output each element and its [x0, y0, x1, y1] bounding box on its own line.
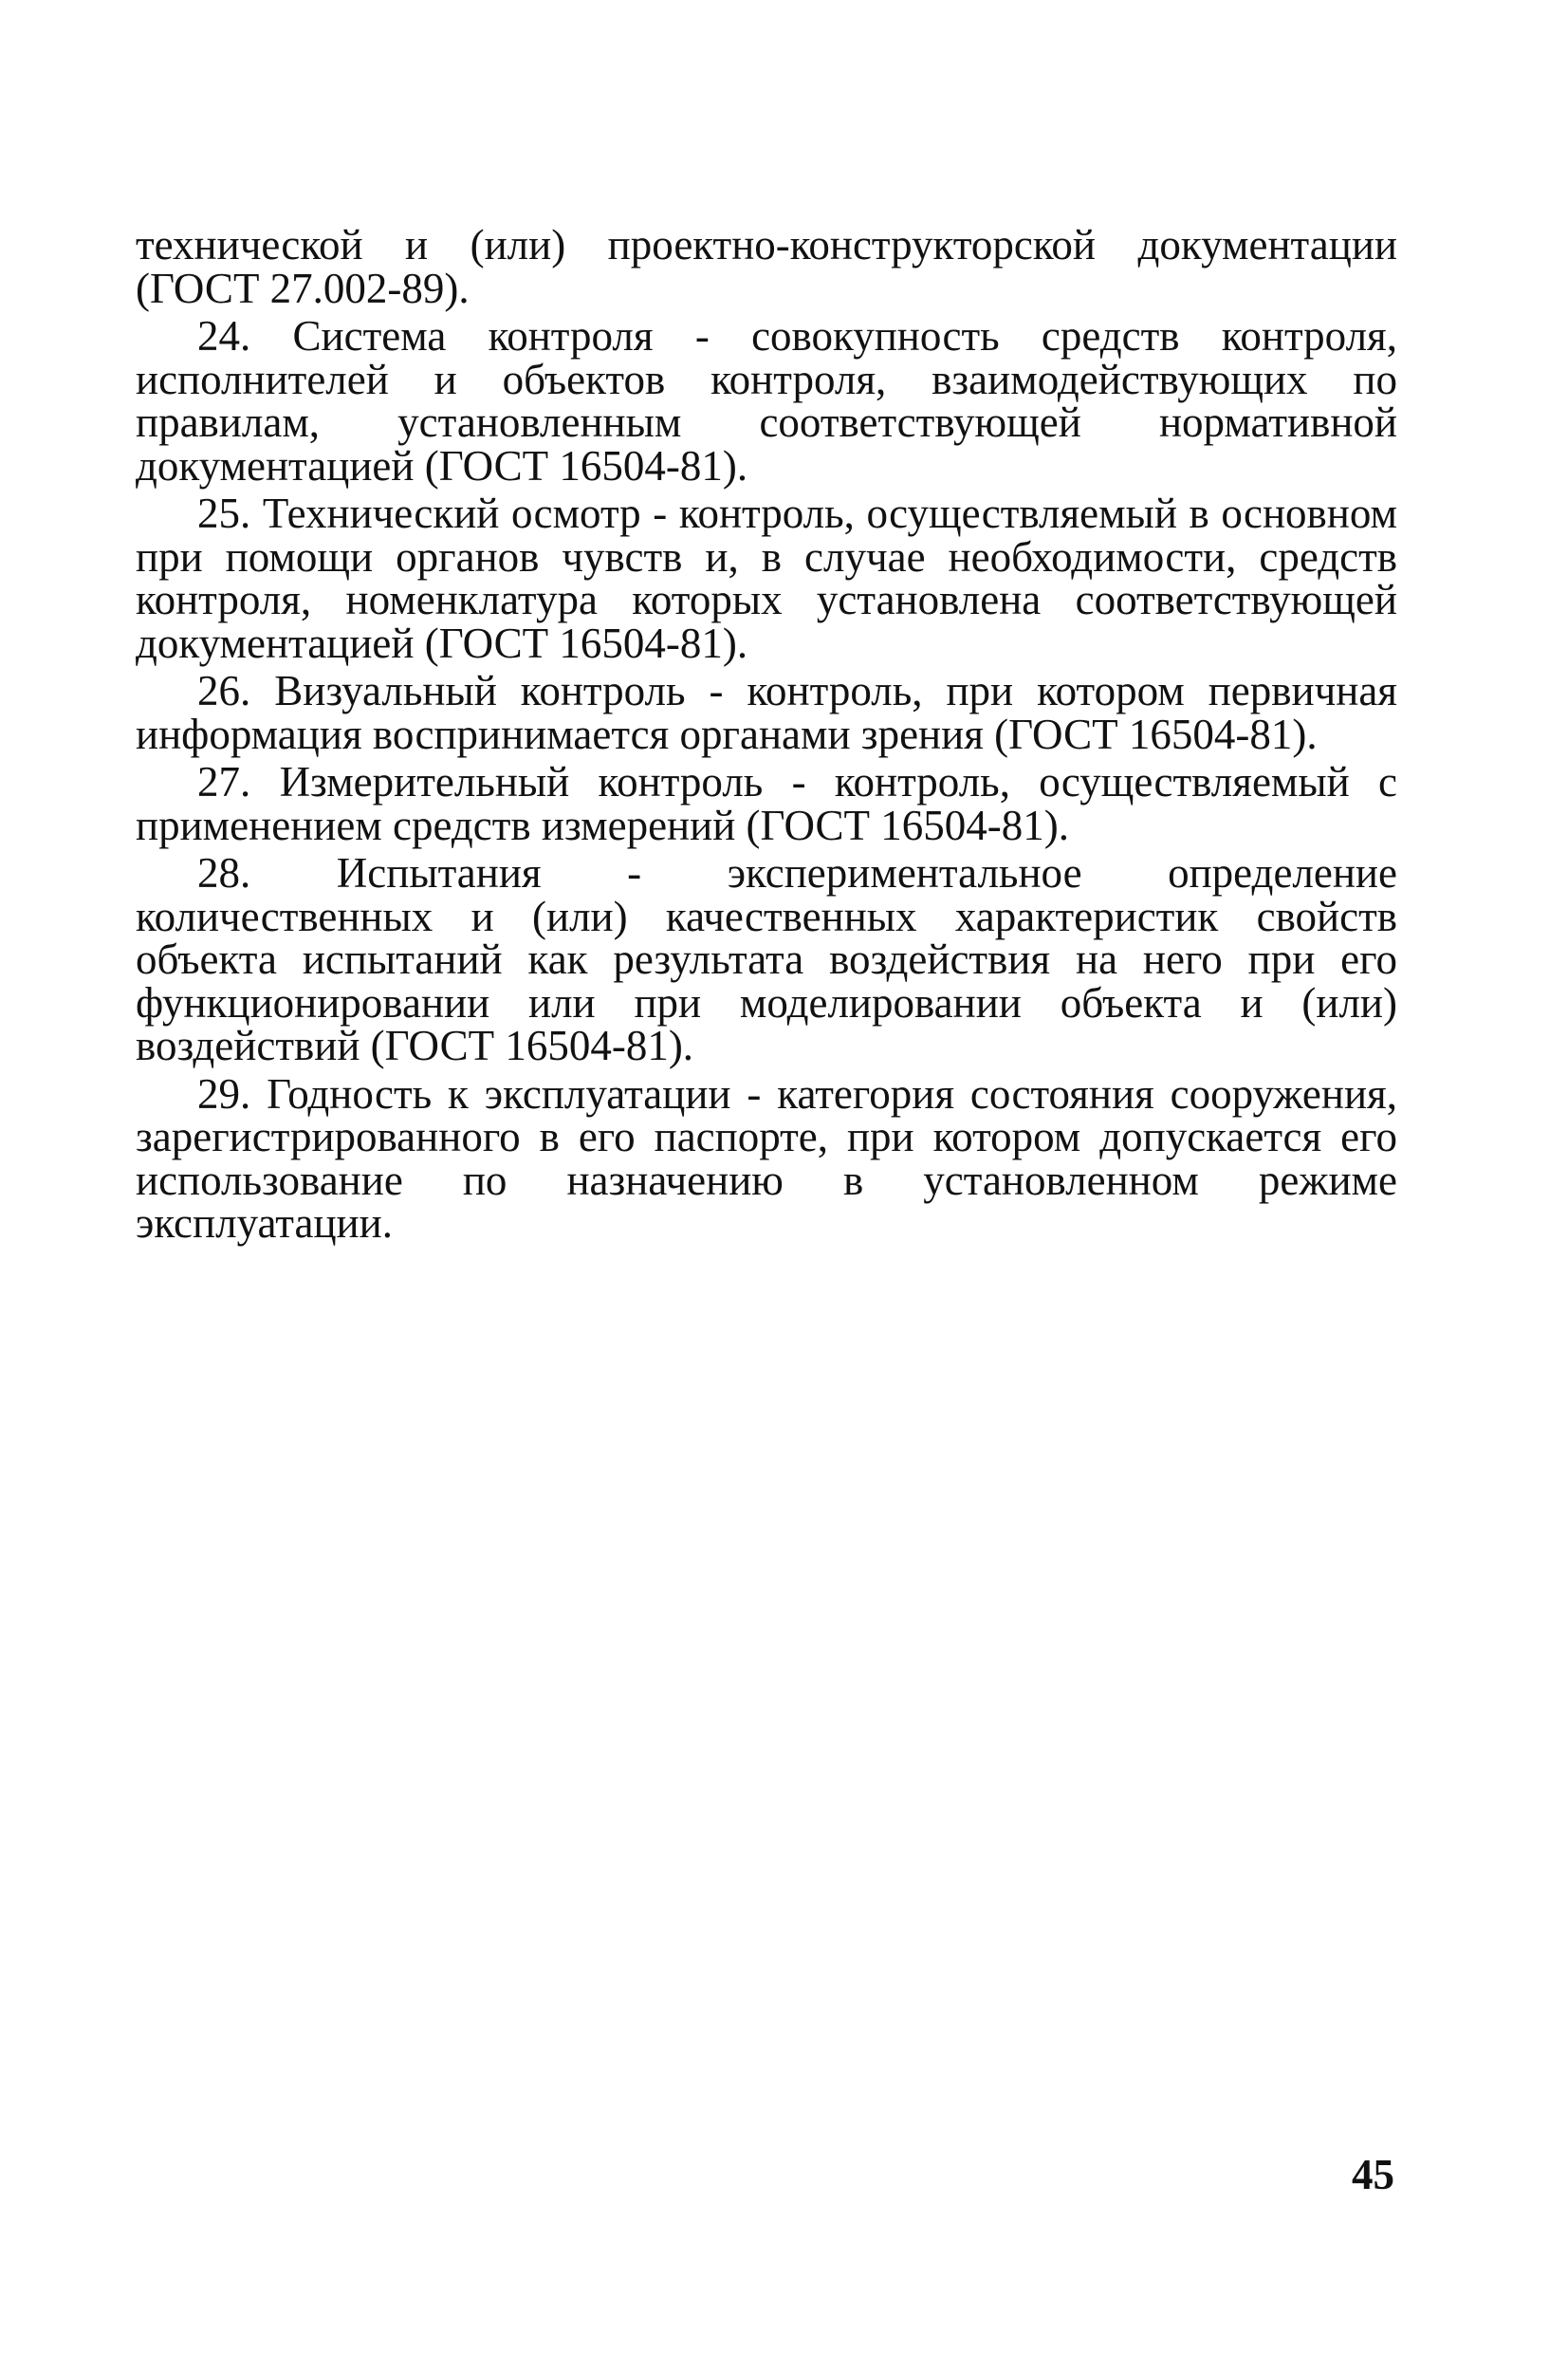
paragraph-28-testing: 28. Испытания - экспериментальное определение количественных и (или) качественных характеристик свойств объекта испытаний как результата воздействия на него при его функционировании или при моделировании объекта и (или) воздействий (ГОСТ 16504-81). [136, 849, 1397, 1069]
page-number: 45 [1352, 2151, 1394, 2198]
paragraph-26-visual-control: 26. Визуальный контроль - контроль, при котором первичная информация воспринимается органами зрения (ГОСТ 16504-81). [136, 667, 1397, 758]
paragraph-continuation: технической и (или) проектно-конструкторской документации (ГОСТ 27.002-89). [136, 221, 1397, 312]
paragraph-29-fitness-for-operation: 29. Годность к эксплуатации - категория состояния сооружения, зарегистрированного в его паспорте, при котором допускается его использование по назначению в установленном режиме эксплуатации. [136, 1069, 1397, 1247]
paragraph-25-technical-inspection: 25. Технический осмотр - контроль, осуществляемый в основном при помощи органов чувств и, в случае необходимости, средств контроля, номенклатура которых установлена соответствующей документацией (ГОСТ 16504-81). [136, 490, 1397, 667]
paragraph-27-measuring-control: 27. Измерительный контроль - контроль, осуществляемый с применением средств измерений (ГОСТ 16504-81). [136, 758, 1397, 849]
body-text [136, 221, 1397, 1247]
paragraph-24-control-system: 24. Система контроля - совокупность средств контроля, исполнителей и объектов контроля, взаимодействующих по правилам, установленным соответствующей нормативной документацией (ГОСТ 16504-81). [136, 312, 1397, 490]
